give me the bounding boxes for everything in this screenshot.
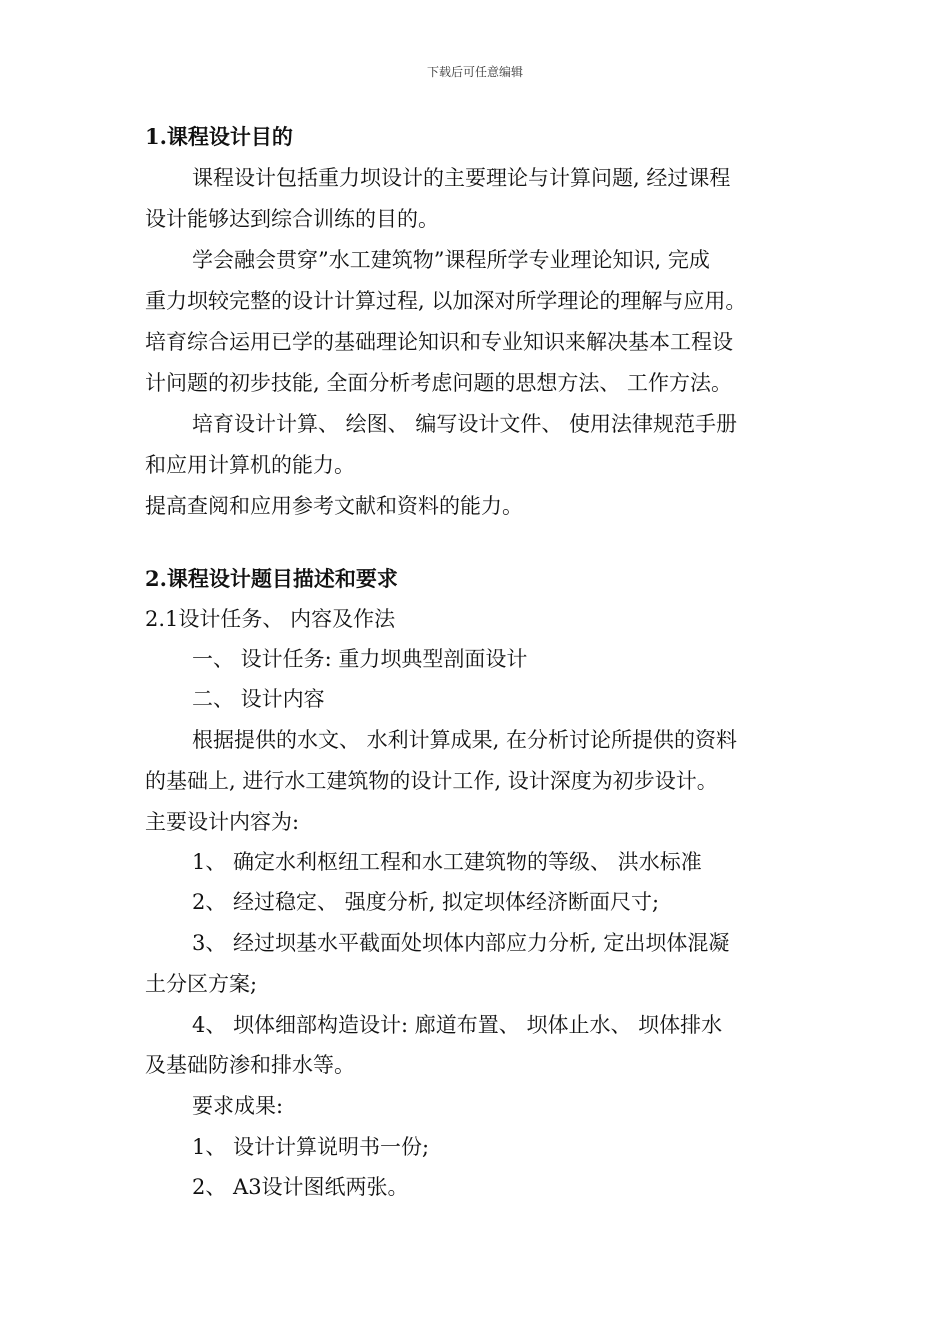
paragraph-line: 和应用计算机的能力。 <box>145 453 355 477</box>
paragraph-line: 土分区方案; <box>145 972 258 996</box>
paragraph-line: 学会融会贯穿”水工建筑物”课程所学专业理论知识, 完成 <box>192 248 710 272</box>
paragraph-line: 计问题的初步技能, 全面分析考虑问题的思想方法、 工作方法。 <box>145 371 733 395</box>
list-item: 1、 确定水利枢纽工程和水工建筑物的等级、 洪水标准 <box>192 850 702 874</box>
paragraph-line: 培育综合运用已学的基础理论知识和专业知识来解决基本工程设 <box>145 330 733 354</box>
page-header: 下载后可任意编辑 <box>426 65 523 79</box>
paragraph-line: 的基础上, 进行水工建筑物的设计工作, 设计深度为初步设计。 <box>145 769 718 793</box>
paragraph-line: 设计能够达到综合训练的目的。 <box>145 207 439 231</box>
paragraph-line: 根据提供的水文、 水利计算成果, 在分析讨论所提供的资料 <box>192 728 738 752</box>
subsection-heading: 2.1设计任务、 内容及作法 <box>145 607 396 631</box>
list-item: 2、 A3设计图纸两张。 <box>192 1175 409 1199</box>
paragraph-line: 提高查阅和应用参考文献和资料的能力。 <box>145 494 523 518</box>
paragraph-line: 要求成果: <box>192 1094 284 1118</box>
paragraph-line: 主要设计内容为: <box>145 810 300 834</box>
section-heading-2: 2.课程设计题目描述和要求 <box>145 566 398 591</box>
paragraph-line: 课程设计包括重力坝设计的主要理论与计算问题, 经过课程 <box>192 166 731 190</box>
paragraph-line: 培育设计计算、 绘图、 编写设计文件、 使用法律规范手册 <box>192 412 738 436</box>
list-item: 2、 经过稳定、 强度分析, 拟定坝体经济断面尺寸; <box>192 890 660 914</box>
list-item: 二、 设计内容 <box>192 687 325 711</box>
paragraph-line: 重力坝较完整的设计计算过程, 以加深对所学理论的理解与应用。 <box>145 289 747 313</box>
list-item: 4、 坝体细部构造设计: 廊道布置、 坝体止水、 坝体排水 <box>192 1013 723 1037</box>
list-item: 一、 设计任务: 重力坝典型剖面设计 <box>192 647 528 671</box>
list-item: 3、 经过坝基水平截面处坝体内部应力分析, 定出坝体混凝 <box>192 931 730 955</box>
list-item: 1、 设计计算说明书一份; <box>192 1135 430 1159</box>
section-heading-1: 1.课程设计目的 <box>145 124 293 149</box>
paragraph-line: 及基础防渗和排水等。 <box>145 1053 355 1077</box>
